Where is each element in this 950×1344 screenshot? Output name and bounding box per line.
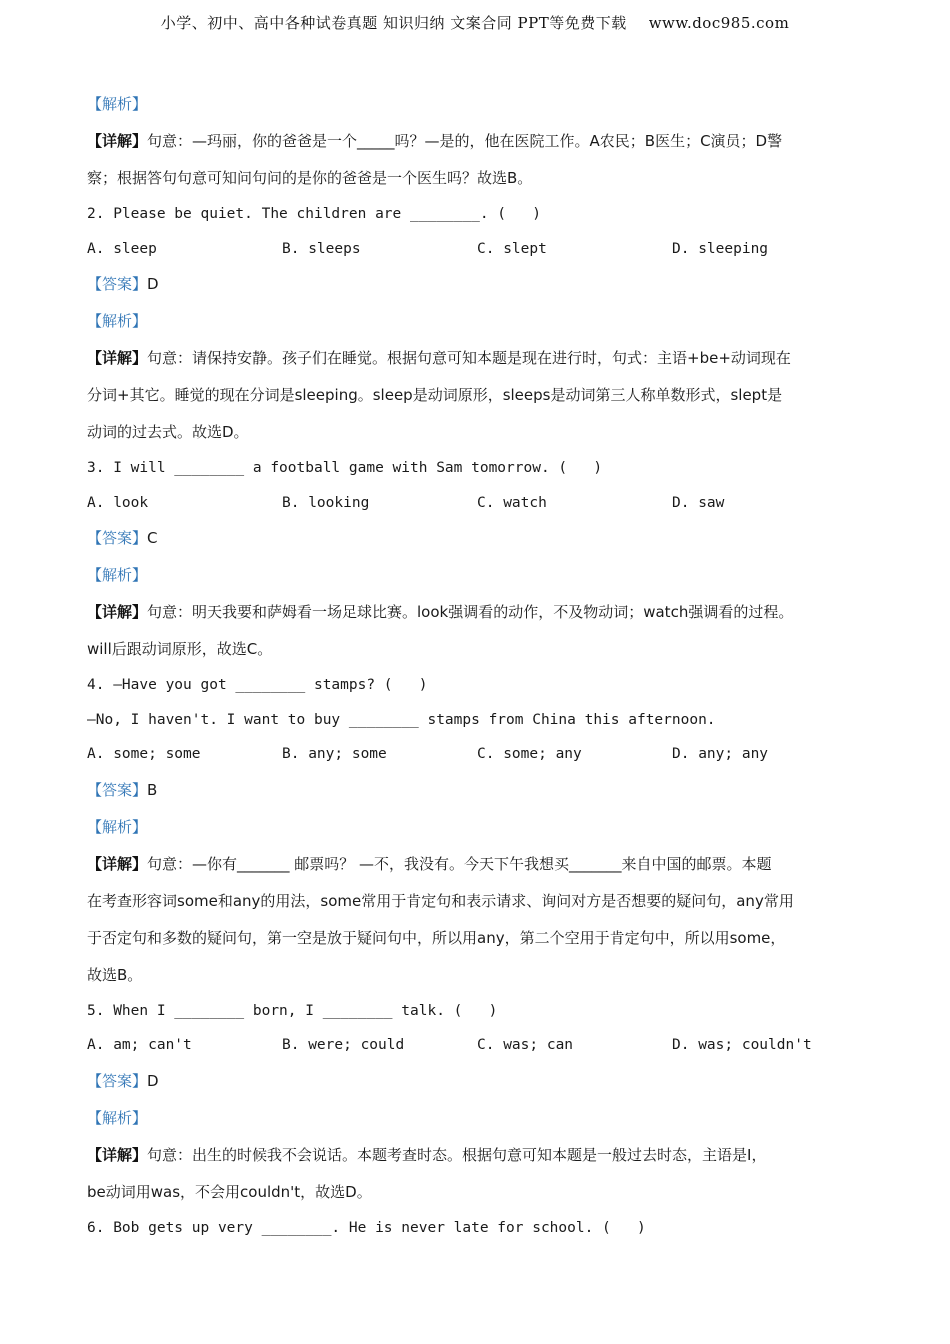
q2-options xyxy=(87,232,867,267)
option-d: D. was; couldn't xyxy=(672,1037,812,1053)
q4-answer: 【答案】B xyxy=(87,780,158,799)
q3-analysis-label: 【解析】 xyxy=(87,566,148,584)
q3-answer: 【答案】C xyxy=(87,529,158,547)
document-body xyxy=(87,86,867,1245)
q3-detail: 【详解】句意：明天我要和萨姆看一场足球比赛。look强调看的动作，不及物动词；watch强调看的过程。 xyxy=(87,603,794,621)
q4-detail-cont: 在考查形容词some和any的用法，some常用于肯定句和表示请求、询问对方是否想要的疑问句，any常用 xyxy=(87,891,794,910)
option-d: D. saw xyxy=(672,494,725,511)
q1-detail-cont: 察；根据答句句意可知问句问的是你的爸爸是一个医生吗？故选B。 xyxy=(87,169,533,187)
q5-detail-cont: be动词用was，不会用couldn't，故选D。 xyxy=(87,1182,372,1201)
option-a: A. sleep xyxy=(87,240,157,257)
q3-options xyxy=(87,486,867,521)
q5-analysis-label: 【解析】 xyxy=(87,1108,148,1127)
option-a: A. look xyxy=(87,494,149,511)
q2-stem: 2. Please be quiet. The children are ________. ( ) xyxy=(87,206,541,222)
option-c: C. slept xyxy=(477,240,547,257)
header-site[interactable]: www.doc985.com xyxy=(648,14,790,32)
option-b: B. looking xyxy=(282,494,370,511)
q2-detail-cont: 分词+其它。睡觉的现在分词是sleeping。sleep是动词原形，sleeps是动词第三人称单数形式，slept是 xyxy=(87,386,783,404)
option-c: C. some; any xyxy=(477,746,582,762)
q2-detail: 【详解】句意：请保持安静。孩子们在睡觉。根据句意可知本题是现在进行时，句式：主语+be+动词现在 xyxy=(87,349,791,367)
option-b: B. sleeps xyxy=(282,240,361,257)
q5-options xyxy=(87,1028,867,1063)
q5-answer: 【答案】D xyxy=(87,1071,159,1090)
option-c: C. watch xyxy=(477,494,547,511)
q1-analysis-label: 【解析】 xyxy=(87,95,148,113)
q5-detail: 【详解】句意：出生的时候我不会说话。本题考查时态。根据句意可知本题是一般过去时态，主语是I， xyxy=(87,1145,767,1164)
header-text: 小学、初中、高中各种试卷真题 知识归纳 文案合同 PPT等免费下载 xyxy=(160,14,627,32)
q2-analysis-label: 【解析】 xyxy=(87,312,148,330)
q1-detail: 【详解】句意：—玛丽，你的爸爸是一个_____吗？—是的，他在医院工作。A农民；B医生；C演员；D警 xyxy=(87,132,783,150)
option-d: D. any; any xyxy=(672,746,769,762)
q3-detail-cont: will后跟动词原形，故选C。 xyxy=(87,640,273,658)
q4-detail: 【详解】句意：—你有_______ 邮票吗？ —不，我没有。今天下午我想买_______来自中国的邮票。本题 xyxy=(87,854,772,873)
q3-stem: 3. I will ________ a football game with Sam tomorrow. ( ) xyxy=(87,460,603,476)
option-d: D. sleeping xyxy=(672,240,769,257)
q2-detail-cont: 动词的过去式。故选D。 xyxy=(87,423,249,441)
q2-answer: 【答案】D xyxy=(87,275,159,293)
option-a: A. some; some xyxy=(87,746,201,762)
option-b: B. were; could xyxy=(282,1037,405,1053)
q4-stem: 4. —Have you got ________ stamps? ( ) xyxy=(87,677,428,693)
q4-detail-cont: 故选B。 xyxy=(87,965,143,984)
page-header xyxy=(0,12,950,33)
q4-analysis-label: 【解析】 xyxy=(87,817,148,836)
option-b: B. any; some xyxy=(282,746,387,762)
q4-detail-cont: 于否定句和多数的疑问句，第一空是放于疑问句中，所以用any，第二个空用于肯定句中，所以用some， xyxy=(87,928,786,947)
option-a: A. am; can't xyxy=(87,1037,192,1053)
q5-stem: 5. When I ________ born, I ________ talk. ( ) xyxy=(87,1002,498,1019)
option-c: C. was; can xyxy=(477,1037,574,1053)
q6-stem: 6. Bob gets up very ________. He is never late for school. ( ) xyxy=(87,1219,646,1236)
q4-options xyxy=(87,737,867,772)
q4-stem-reply: —No, I haven't. I want to buy ________ stamps from China this afternoon. xyxy=(87,711,716,728)
